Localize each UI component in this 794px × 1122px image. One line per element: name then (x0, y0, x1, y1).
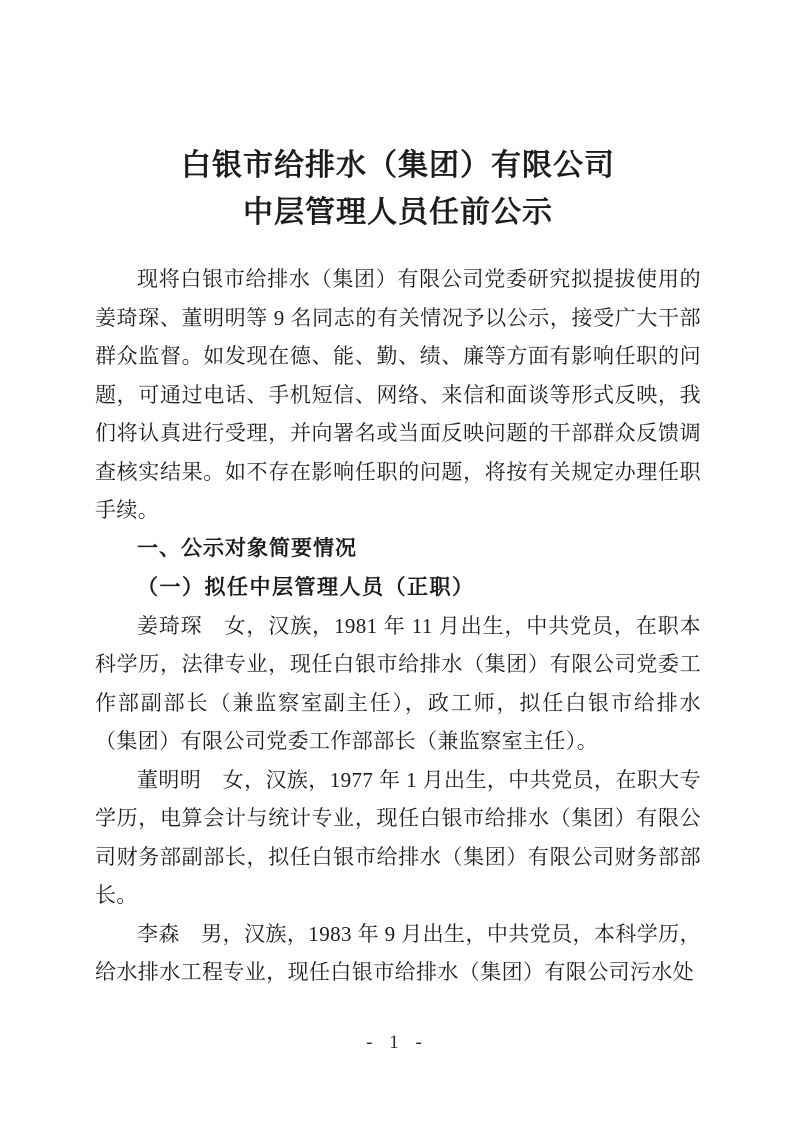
page-number: - 1 - (366, 1032, 428, 1053)
document-content (95, 142, 701, 992)
subsection-heading-principal-positions: （一）拟任中层管理人员（正职） (137, 575, 475, 599)
person-paragraph-li-sen: 李森 男，汉族，1983 年 9 月出生，中共党员，本科学历，给水排水工程专业，现任白银市给排水（集团）有限公司污水处 (95, 921, 701, 984)
title-line-1: 白银市给排水（集团）有限公司 (181, 149, 615, 182)
intro-paragraph: 现将白银市给排水（集团）有限公司党委研究拟提拔使用的姜琦琛、董明明等 9 名同志的有关情况予以公示，接受广大干部群众监督。如发现在德、能、勤、绩、廉等方面有影响任职的问题，可通过电话、手机短信、网络、来信和面谈等形式反映，我们将认真进行受理，并向署名或当面反映问题的干部群众反馈调查核实结果。如不存在影响任职的问题，将按有关规定办理任职手续。 (95, 267, 701, 522)
document-title (95, 142, 701, 236)
section-heading-overview: 一、公示对象简要情况 (137, 536, 357, 560)
person-paragraph-jiang-qichen: 姜琦琛 女，汉族，1981 年 11 月出生，中共党员，在职本科学历，法律专业，现任白银市给排水（集团）有限公司党委工作部副部长（兼监察室副主任），政工师，拟任白银市给排水（集团）有限公司党委工作部部长（兼监察室主任）。 (95, 613, 701, 753)
title-line-2: 中层管理人员任前公示 (243, 196, 553, 229)
person-paragraph-dong-mingming: 董明明 女，汉族，1977 年 1 月出生，中共党员，在职大专学历，电算会计与统计专业，现任白银市给排水（集团）有限公司财务部副部长，拟任白银市给排水（集团）有限公司财务部部长。 (95, 767, 701, 907)
